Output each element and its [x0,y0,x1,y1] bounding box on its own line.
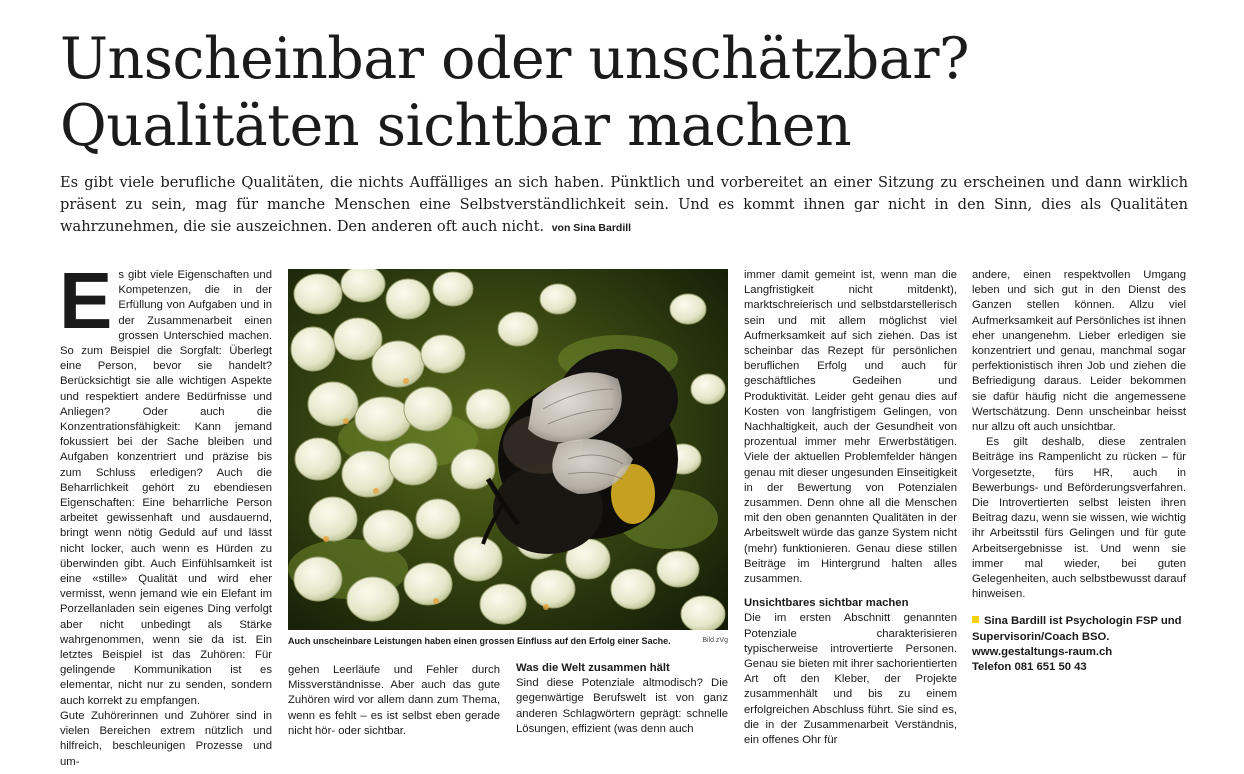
paragraph: gehen Leerläufe und Fehler durch Missverständnisse. Aber auch das gute Zuhören wird vor allem dann zum Thema, wenn es fehlt – es ist selbst eben gerade nicht hör- oder sichtbar. [288,664,500,737]
article-title [60,26,1200,160]
column-3a [516,661,728,737]
paragraph: Gute Zuhörerinnen und Zuhörer sind in vielen Bereichen extrem nützlich und hilfreich, beschleunigen Prozesse und um- [60,709,272,768]
dropcap: E [59,256,113,345]
bumblebee-photo [288,269,728,630]
byline: von Sina Bardill [551,222,632,234]
column-4 [972,268,1186,675]
subheading: Was die Welt zusammen hält [516,662,670,674]
lead-text: Es gibt viele berufliche Qualitäten, die nichts Auffälliges an sich haben. Pünktlich und vorbereitet an einer Sitzung zu erscheinen und dann wirklich präsent zu sein, mag für manche Menschen eine Selbstverständlichkeit sein. Und es kommt ihnen gar nicht in den Sinn, dies als Qualitäten wahrzunehmen, die sie auszeichnen. Den anderen oft auch nicht. [60,174,1188,235]
author-website: www.gestaltungs-raum.ch [972,645,1113,658]
column-2 [288,663,500,739]
paragraph: immer damit gemeint ist, wenn man die Langfristigkeit nicht mitdenkt), marktschreierisch und selbstdarstellerisch sein und mit allem möglichst viel Aufmerksamkeit auf sich ziehen. Das ist scheinbar das Rezept für persönlichen beruflichen Erfolg und auch für geschäftliches Gedeihen und Produktivität. Leider geht genau dies auf Kosten von langfristigem Gelingen, von Nachhaltigkeit, auch der Gesundheit von prozentual immer mehr Erwerbstätigen. Viele der aktuellen Problemfelder hängen genau mit dieser ungesunden Einseitigkeit in der Bewertung von Potenzialen zusammen. Denn ohne all die Menschen mit den oben genannten Qualitäten in der Arbeitswelt würde das ganze System nicht (mehr) funktionieren. Genau diese stillen Beiträge im Hintergrund halten alles zusammen. [744,269,957,586]
caption-text: Auch unscheinbare Leistungen haben einen grossen Einfluss auf den Erfolg einer Sache. [288,636,671,646]
paragraph: andere, einen respektvollen Umgang leben und sich gut in den Dienst des Ganzen stellen können. Allzu viel Aufmerksamkeit auf Persönliches ist ihnen eher unangenehm. Lieber erledigen sie konzentriert und genau, manchmal sogar perfektionistisch ihren Job und ziehen die Befriedigung daraus. Leider bekommen sie dafür häufig nicht die angemessene Wertschätzung. Denn unscheinbar heisst nur allzu oft auch unsichtbar. [972,269,1186,434]
author-phone: Telefon 081 651 50 43 [972,661,1087,674]
paragraph: Sind diese Potenziale altmodisch? Die gegenwärtige Berufswelt ist von ganz anderen Schlagwörtern geprägt: schnelle Lösungen, effizient (was denn auch [516,677,728,735]
paragraph: Die im ersten Abschnitt genannten Potenziale charakterisieren typischerweise introvertierte Personen. Genau sie bieten mit ihrer sachorientierten Art oft den Kleber, der Projekte zusammenhält und bis zu einem erfolgreichen Abschluss führt. Sie sind es, die in der Zusammenarbeit Verständnis, ein offenes Ohr für [744,612,957,747]
paragraph-text: s gibt viele Eigenschaften und Kompetenzen, die in der Erfüllung von Aufgaben und in der Zusammenarbeit einen grossen Unterschied machen. So zum Beispiel die Sorgfalt: Überlegt eine Person, bevor sie handelt? Berücksichtigt sie alle wichtigen Aspekte und respektiert andere Bedürfnisse und Anliegen? Oder auch die Konzentrationsfähigkeit: Kann jemand fokussiert bei der Sache bleiben und Aufgaben konzentriert und präzise bis zum Schluss erledigen? Auch die Beharrlichkeit gehört zu ebendiesen Eigenschaften: Eine beharrliche Person arbeitet gewissenhaft und ausdauernd, bringt wenn nötig Geduld auf und lässt nicht locker, auch wenn es Hürden zu überwinden gibt. Auch Einfühlsamkeit ist eine «stille» Qualität und wird eher vermisst, wenn jemand wie ein Elefant im Porzellanladen sein eigenes Ding verfolgt aber nicht unbedingt als Stärke wahrgenommen, wenn sie da ist. Ein letztes Beispiel ist das Zuhören: Für gelingende Kommunikation ist es elementar, nicht nur zu senden, sondern auch korrekt zu empfangen. [60,269,272,707]
paragraph [59,256,272,709]
author-bio [972,614,1186,675]
paragraph: Es gilt deshalb, diese zentralen Beiträge ins Rampenlicht zu rücken – für Vorgesetzte, fürs HR, auch in Bewerbungs- und Beförderungsverfahren. Die Introvertierten selbst leisten ihren Beitrag dazu, wenn sie wissen, wie wichtig ihr Arbeitsstil fürs Gelingen und für gute Arbeitsergebnisse ist. Und wenn sie immer mal wieder, bei guten Gelegenheiten, auch selbstbewusst darauf hinweisen. [972,436,1186,601]
title-line-2: Qualitäten sichtbar machen [60,93,852,159]
bumblebee-on-heather-image [288,269,728,630]
photo-caption [288,636,728,646]
bio-text: Sina Bardill ist Psychologin FSP und Supervisorin/Coach BSO. [972,615,1182,643]
column-1 [59,256,272,770]
subheading: Unsichtbares sichtbar machen [744,597,909,610]
title-line-1: Unscheinbar oder unschätzbar? [60,26,970,92]
photo-credit: Bild zVg [702,637,728,644]
article-lead [60,172,1188,239]
column-3 [744,268,957,748]
yellow-square-icon [972,616,979,623]
